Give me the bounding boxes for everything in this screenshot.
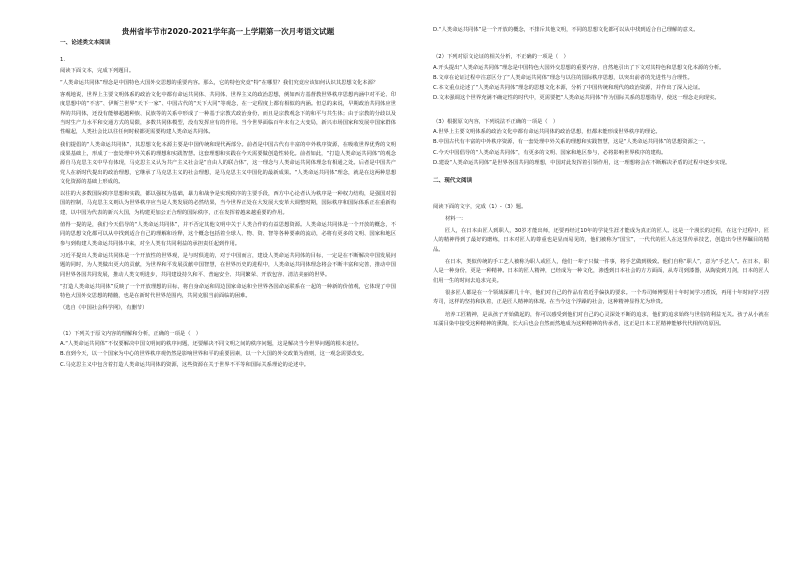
question-number: 1. <box>60 57 66 64</box>
option-a[interactable]: A.世界上主要文明体系的政治文化中都有命运共同体的政治思想，但都未能形成世界秩序的理论。 <box>433 129 661 136</box>
option-a[interactable]: A.“人类命运共同体”不仅要解决中国文明间的秩序问题，还要解决不同文明之间的秩序问题，这是解决当今世界问题的根本途径。 <box>60 341 363 348</box>
passage-paragraph: 我们提倡的“人类命运共同体”，其思想文化本源主要是中国传统和现代两部分。前者是中国古代有丰富的中外秩序资源，在吸收世界优秀的文明成果基础上，形成了一套处理中外关系的理想和实践智慧。这套理想和实践在今天需要做创造性转化。前者如此，“打造人类命运共同体”的观念源自马克思主义中早有体现，马克思主义认为共产主义社会是“自由人的联合体”，这一理念与人类命运共同体理念有相通之处。后者是中国共产党人在新时代提出的政治理想，它继承了马克思主义的社会理想，是马克思主义中国化的最新成果。“人类命运共同体”理念，就是在这两种思想文化资源的基础上形成的。 <box>60 141 396 185</box>
question-stem: （1）下列关于原文内容的理解和分析，正确的一项是（ ） <box>60 330 202 337</box>
source-note: （选自《中国社会科学网》，有删节） <box>60 305 148 312</box>
section-heading-1: 一、论述类文本阅读 <box>60 40 111 46</box>
left-column <box>60 26 396 371</box>
passage-paragraph: 习近平提出人类命运共同体是一个开放性的世界观，是与时俱进的，对于中国而言，建设人类命运共同体的目标，一定是在不断解决中国发展问题的同时，为人类做出更大的贡献，为世界和平发展贡献中国智慧，在世界历史的进程中，人类命运共同体理念将会不断丰富和完善，推动中国同世界各国共同发展，推动人类文明进步，共同建设持久和平、普遍安全、共同繁荣、开放包容、清洁美丽的世界。 <box>60 252 396 278</box>
option-a[interactable]: A.开头提出“人类命运共同体”理念是中国特色大国外交思想的重要内容，自然地引出了下文对其特色和思想文化本源的分析。 <box>433 64 725 71</box>
question-stem: （3）根据原文内容，下列说法不正确的一项是（ ） <box>433 118 559 125</box>
passage-paragraph: “人类命运共同体”理念是中国特色大国外交思想的重要内容。那么，它的特色究竟“特”在哪里？我们究竟应该如何认识其思想文化本源？ <box>60 79 379 86</box>
passage-paragraph: 很多匠人都是在一个领域深耕几十年，他们对自己的作品有着近乎偏执的要求。一个寿司师傅要用十年时间学习煮饭，再用十年时间学习捏寿司，这样的坚持和执着，正是匠人精神的体现。在当今这个浮躁的社会，这种精神显得尤为珍贵。 <box>433 289 769 306</box>
option-b[interactable]: B.文章在论证过程中注意区分了“人类命运共同体”理念与以往的国际秩序思想，以突出前者的先进性与合理性。 <box>433 74 693 81</box>
section-heading-2: 二、现代文阅读 <box>433 178 473 185</box>
passage-paragraph: 培养工匠精神，是从孩子开始做起的，你可以感受到他们对自己的心灵深处不断的追求，他们的追求始终与世俗的利益无关。孩子从小就在耳濡目染中接受这种精神的熏陶，长大后也会自然而然地成为这种精神的传承者，这正是日本工匠精神能够代代相传的原因。 <box>433 311 769 327</box>
option-b[interactable]: B.中国古代有丰富的中外秩序资源，有一套处理中外关系的理想和实践智慧，这是“人类命运共同体”的思想资源之一。 <box>433 139 709 146</box>
passage-paragraph: 值得一提的是，我们今天倡导的“人类命运共同体”，并不否定其他文明中关于人类合作的有益思想资源。人类命运共同体是一个开放的概念，不同的思想文化都可以从中找到适合自己的理解和诠释，这个概念包括着全球人、物、资、智等各种要素的流动，必将有更多的文明、国家和地区参与到构建人类命运共同体中来，对全人类有共同利益的承担责任起到作用。 <box>60 222 396 247</box>
option-d[interactable]: D.文末强调这个世界充满不确定性的时代中，更需要把“人类命运共同体”作为国际关系的思想指导，使这一理念走向现实。 <box>433 95 720 102</box>
material-label: 材料一： <box>445 215 467 222</box>
passage-paragraph: 客观地说，世界上主要文明体系的政治文化中都有命运共同体、共同体、世界主义的政治思想，例如西方基督教世界秩序思想内涵中对平论、印度思想中的“不害”、伊斯兰世界“天下一家”、中国古代的“天下大同”等观念，在一定程度上都有相似的内涵。但总的来说，早期政治共同体应世界的共同体，还没有能够超越种族、民族等的关系中形成了一种基于宗教式政治身份，而且是宗教观念下的和平与共生体；由于宗教的分歧以及当时生产力水平和交通方式的局限，多数共同体模型，没有发挥应有的作用。当今世界面临百年未有之大变局，新兴市场国家和发展中国家群体性崛起，人类社会比以往任何时候都更需要构建人类命运共同体。 <box>60 92 396 136</box>
option-c[interactable]: C.马克思主义中包含着打造人类命运共同体的资源，这些资源在关于世界不平等和国际关系理论的论述中。 <box>60 361 310 368</box>
option-c[interactable]: C.今天中国倡导的“人类命运共同体”，有更多的文明、国家和地区参与，必将影响世界秩序的建构。 <box>433 149 667 156</box>
option-d[interactable]: D.建设“人类命运共同体”是世界各国共同的理想，中国对此发挥着引领作用，这一理想将会在不断解决矛盾的过程中逐步实现。 <box>433 159 731 166</box>
option-c[interactable]: C.本文重点论述了“人类命运共同体”理念的思想文化本源，分析了中国传统和现代的政治资源，并作出了深入论证。 <box>433 85 704 92</box>
passage-paragraph: 以往的大多数国际秩序思想和实践，都以强权为基础，暴力和战争是实现秩序的主要手段，西方中心论者认为秩序是一种权力结构，是强国对弱国的控制，马克思主义则认为世界秩序应当是人类发展的必然结果，当今世界正处在大发展大变革大调整时期，国际秩序和国际体系正在重新构建，以中国为代表的新兴大国，为构建更加公正合理的国际秩序，正在发挥着越来越重要的作用。 <box>60 191 396 216</box>
exam-title: 贵州省毕节市2020-2021学年高一上学期第一次月考语文试题 <box>121 27 335 36</box>
option-b[interactable]: B.直到今天，以一个国家为中心的世界秩序观仍然是影响世界和平的重要因素，以一个大国的外交政策为准则，这一观念需要改变。 <box>60 351 368 358</box>
option-d[interactable]: D.“人类命运共同体”是一个开放的概念，不排斥其他文明，不同的思想文化都可以从中找到适合自己理解的意义。 <box>433 27 699 33</box>
passage-paragraph: “打造人类命运共同体”反映了一个开放理想的目标，将自身命运和周边国家命运和全世界各国命运联系在一起的一种新的价值观，它体现了中国特色大国外交思想的精髓，也是在新时代世界范围内，共同克服当前面临的困难。 <box>60 283 396 300</box>
passage-paragraph: 在日本，类似传统的手工艺人被称为职人或匠人，他们一辈子只做一件事，将手艺做到极致。他们自称“职人”，意为“手艺人”。在日本，职人是一种身份，更是一种精神。日本的匠人精神，已经成为一种文化，渗透到日本社会的方方面面，从寿司到漆器，从陶瓷到刀剑，日本的匠人们用一生的时间去追求完美。 <box>433 259 769 284</box>
right-column <box>433 26 769 332</box>
instruction: 阅读下面文本，完成下列题目。 <box>60 67 135 74</box>
instruction: 阅读下面的文字，完成（1）-（3）题。 <box>433 203 527 210</box>
question-stem: （2）下列对原文论证的相关分析，不正确的一项是（ ） <box>433 54 569 61</box>
passage-paragraph: 匠人，在日本由匠人到职人，30岁才能出师，还要再经过10年的学徒生涯才能成为真正的匠人。这是一个漫长的过程，在这个过程中，匠人的精神得到了最好的磨练，日本对匠人的尊重也是显而易见的，他们被称为“国宝”，一代代的匠人在这里传承技艺，创造出令世界瞩目的精品。 <box>433 228 769 253</box>
